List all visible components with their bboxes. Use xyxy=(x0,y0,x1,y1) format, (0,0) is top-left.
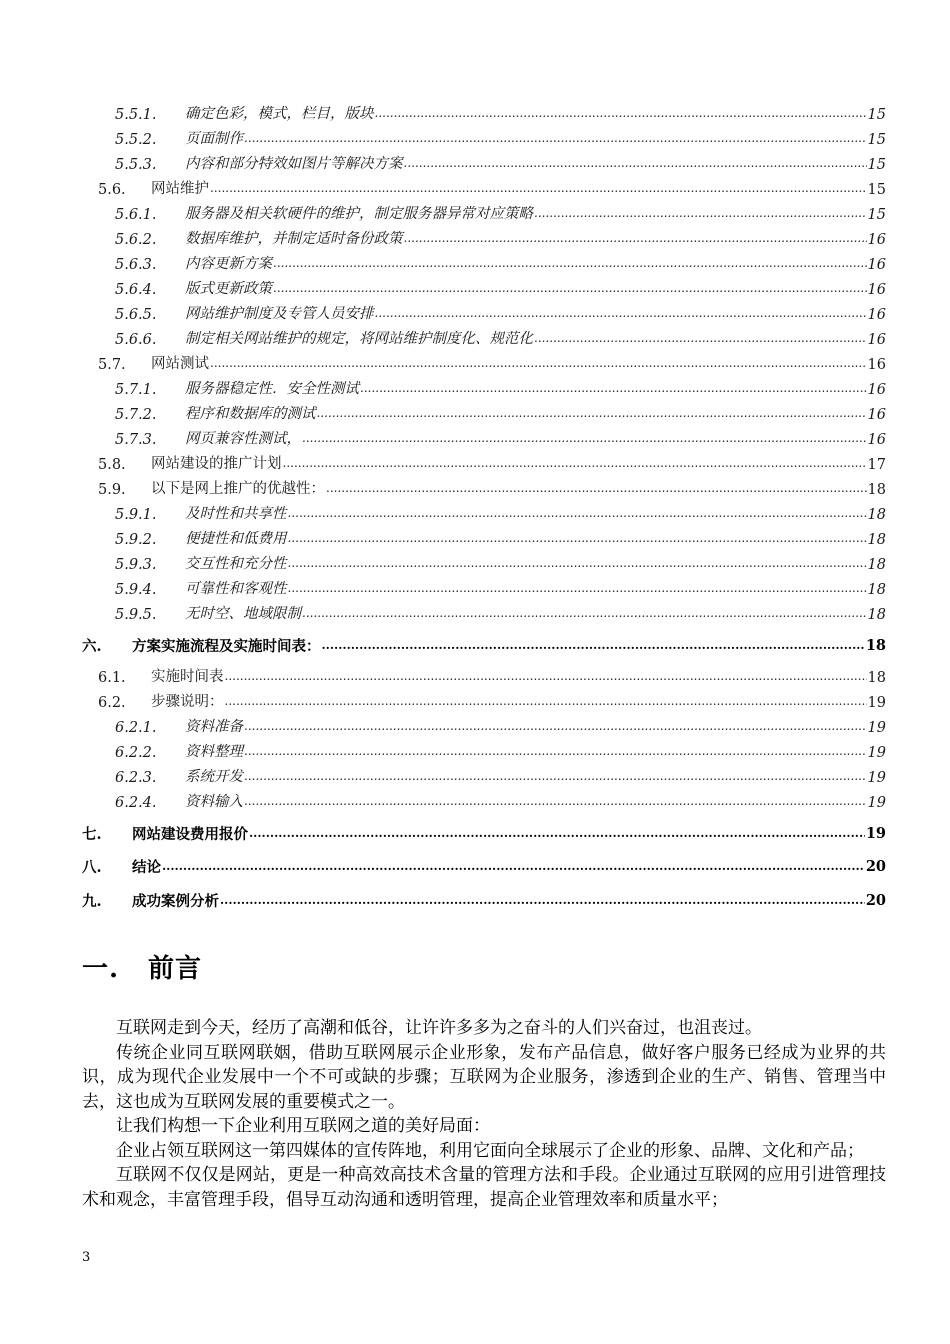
toc-entry[interactable] xyxy=(82,761,886,786)
toc-entry-page: 16 xyxy=(867,432,886,448)
toc-entry-title: 及时性和共享性 xyxy=(185,506,287,522)
toc-entry-title: 便捷性和低费用 xyxy=(185,531,287,547)
toc-entry[interactable] xyxy=(82,373,886,398)
paragraph: 传统企业同互联网联姻，借助互联网展示企业形象，发布产品信息，做好客户服务已经成为业界的共识，成为现代企业发展中一个不可或缺的步骤；互联网为企业服务，渗透到企业的生产、销售、管理当中去，这也成为互联网发展的重要模式之一。 xyxy=(82,1042,886,1112)
toc-entry-number: 5.7. xyxy=(98,357,126,373)
toc-leader-dots xyxy=(244,131,867,145)
toc-entry-number: 5.9.1. xyxy=(115,507,157,523)
toc-entry-number: 八. xyxy=(82,858,102,876)
table-of-contents xyxy=(82,98,886,917)
toc-entry-number: 5.6.2. xyxy=(115,232,157,248)
toc-entry[interactable] xyxy=(82,686,886,711)
toc-leader-dots xyxy=(210,356,867,370)
toc-entry-number: 5.7.2. xyxy=(115,407,157,423)
toc-entry-title: 服务器及相关软硬件的维护，制定服务器异常对应策略 xyxy=(185,206,533,222)
toc-entry-page: 16 xyxy=(867,357,886,373)
toc-entry-title: 确定色彩，模式，栏目，版块 xyxy=(185,106,374,122)
toc-entry[interactable] xyxy=(82,298,886,323)
toc-entry-page: 18 xyxy=(867,557,886,573)
paragraph: 让我们构想一下企业利用互联网之道的美好局面： xyxy=(116,1116,490,1136)
toc-entry[interactable] xyxy=(82,348,886,373)
toc-entry-title: 网站维护 xyxy=(151,181,209,197)
toc-entry[interactable] xyxy=(82,148,886,173)
toc-leader-dots xyxy=(360,381,867,395)
toc-entry-number: 5.8. xyxy=(98,457,126,473)
toc-entry-title: 结论 xyxy=(132,858,161,876)
toc-entry-number: 5.9.5. xyxy=(115,607,157,623)
toc-entry-page: 17 xyxy=(867,457,886,473)
toc-entry-title: 网站建设费用报价 xyxy=(132,825,248,843)
toc-leader-dots xyxy=(404,231,867,245)
toc-leader-dots xyxy=(317,406,867,420)
toc-entry-title: 制定相关网站维护的规定，将网站维护制度化、规范化 xyxy=(185,331,533,347)
toc-entry[interactable] xyxy=(82,198,886,223)
paragraph: 企业占领互联网这一第四媒体的宣传阵地，利用它面向全球展示了企业的形象、品牌、文化和产品； xyxy=(116,1140,864,1161)
toc-entry-page: 15 xyxy=(867,132,886,148)
toc-entry-number: 5.7.1. xyxy=(115,382,157,398)
toc-entry[interactable] xyxy=(82,398,886,423)
toc-entry[interactable] xyxy=(82,548,886,573)
toc-entry[interactable] xyxy=(82,661,886,686)
toc-entry-number: 5.6.3. xyxy=(115,257,157,273)
toc-entry-number: 5.9. xyxy=(98,482,126,498)
toc-entry-number: 5.5.2. xyxy=(115,132,157,148)
toc-entry-page: 19 xyxy=(865,824,886,842)
toc-entry-page: 16 xyxy=(867,232,886,248)
toc-leader-dots xyxy=(225,669,867,683)
toc-entry-page: 18 xyxy=(867,507,886,523)
toc-entry-page: 19 xyxy=(867,795,886,811)
toc-entry-number: 5.9.2. xyxy=(115,532,157,548)
toc-entry-number: 七. xyxy=(82,825,102,843)
toc-entry-number: 6.2.1. xyxy=(115,720,157,736)
toc-entry-number: 5.6. xyxy=(98,182,126,198)
toc-entry-number: 九. xyxy=(82,892,102,910)
toc-entry-title: 网站建设的推广计划 xyxy=(151,456,282,472)
toc-leader-dots xyxy=(283,456,867,470)
toc-entry-number: 5.5.3. xyxy=(115,157,157,173)
toc-entry-number: 6.1. xyxy=(98,670,126,686)
toc-entry-title: 方案实施流程及实施时间表： xyxy=(132,637,321,655)
toc-entry-page: 15 xyxy=(867,207,886,223)
section-title: 前言 xyxy=(148,954,203,984)
toc-entry-page: 19 xyxy=(867,695,886,711)
toc-entry[interactable] xyxy=(82,523,886,548)
toc-entry[interactable] xyxy=(82,323,886,348)
toc-entry-title: 可靠性和客观性 xyxy=(185,581,287,597)
toc-leader-dots xyxy=(302,431,867,445)
toc-entry-page: 16 xyxy=(867,332,886,348)
toc-entry-title: 资料输入 xyxy=(185,794,243,810)
toc-entry-page: 18 xyxy=(867,607,886,623)
toc-leader-dots xyxy=(225,694,867,708)
toc-entry-number: 6.2.4. xyxy=(115,795,157,811)
toc-leader-dots xyxy=(375,306,867,320)
toc-entry-title: 网站维护制度及专管人员安排 xyxy=(185,306,374,322)
toc-leader-dots xyxy=(210,181,867,195)
toc-entry[interactable] xyxy=(82,817,886,849)
toc-entry[interactable] xyxy=(82,883,886,917)
toc-leader-dots xyxy=(220,893,865,907)
toc-entry-page: 18 xyxy=(867,532,886,548)
toc-entry[interactable] xyxy=(82,629,886,661)
toc-entry-title: 内容和部分特效如图片等解决方案 xyxy=(185,156,403,172)
toc-leader-dots xyxy=(273,281,867,295)
toc-leader-dots xyxy=(326,481,867,495)
toc-entry-page: 20 xyxy=(865,891,886,909)
toc-entry-page: 16 xyxy=(867,282,886,298)
body-text xyxy=(82,1016,886,1212)
toc-leader-dots xyxy=(288,531,867,545)
toc-entry-page: 19 xyxy=(867,745,886,761)
toc-entry-number: 5.7.3. xyxy=(115,432,157,448)
toc-entry[interactable] xyxy=(82,498,886,523)
toc-leader-dots xyxy=(244,744,867,758)
toc-entry-number: 6.2.2. xyxy=(115,745,157,761)
toc-leader-dots xyxy=(322,638,865,652)
toc-entry-title: 数据库维护，并制定适时备份政策 xyxy=(185,231,403,247)
toc-leader-dots xyxy=(273,256,867,270)
toc-leader-dots xyxy=(375,106,867,120)
toc-entry-title: 交互性和充分性 xyxy=(185,556,287,572)
toc-entry-number: 5.6.4. xyxy=(115,282,157,298)
toc-entry-number: 6.2. xyxy=(98,695,126,711)
toc-entry[interactable] xyxy=(82,98,886,123)
toc-leader-dots xyxy=(162,859,865,873)
toc-entry[interactable] xyxy=(82,248,886,273)
toc-entry-page: 16 xyxy=(867,407,886,423)
toc-entry-page: 18 xyxy=(867,582,886,598)
toc-entry-page: 19 xyxy=(867,770,886,786)
paragraph: 互联网不仅仅是网站，更是一种高效高技术含量的管理方法和手段。企业通过互联网的应用引进管理技术和观念，丰富管理手段，倡导互动沟通和透明管理，提高企业管理效率和质量水平； xyxy=(82,1165,886,1210)
toc-leader-dots xyxy=(244,794,867,808)
toc-leader-dots xyxy=(404,156,867,170)
toc-entry-title: 资料准备 xyxy=(185,719,243,735)
toc-entry-title: 内容更新方案 xyxy=(185,256,272,272)
paragraph: 互联网走到今天，经历了高潮和低谷，让许许多多为之奋斗的人们兴奋过，也沮丧过。 xyxy=(116,1018,762,1038)
toc-entry-title: 版式更新政策 xyxy=(185,281,272,297)
toc-entry[interactable] xyxy=(82,736,886,761)
toc-entry-number: 5.9.3. xyxy=(115,557,157,573)
toc-entry-page: 16 xyxy=(867,257,886,273)
toc-entry-number: 5.5.1. xyxy=(115,107,157,123)
toc-entry[interactable] xyxy=(82,573,886,598)
toc-entry-page: 15 xyxy=(867,157,886,173)
toc-leader-dots xyxy=(534,206,867,220)
toc-entry-page: 18 xyxy=(867,670,886,686)
toc-leader-dots xyxy=(249,826,865,840)
toc-entry[interactable] xyxy=(82,849,886,883)
toc-leader-dots xyxy=(302,606,867,620)
toc-entry[interactable] xyxy=(82,711,886,736)
toc-entry-page: 18 xyxy=(865,636,886,654)
toc-entry-page: 16 xyxy=(867,382,886,398)
toc-entry-number: 6.2.3. xyxy=(115,770,157,786)
toc-entry[interactable] xyxy=(82,273,886,298)
toc-entry-title: 系统开发 xyxy=(185,769,243,785)
toc-entry-page: 20 xyxy=(865,857,886,875)
toc-entry[interactable] xyxy=(82,173,886,198)
toc-entry-page: 15 xyxy=(867,182,886,198)
section-number: 一. xyxy=(82,954,120,984)
toc-entry-title: 程序和数据库的测试 xyxy=(185,406,316,422)
toc-entry-page: 16 xyxy=(867,307,886,323)
toc-entry-title: 以下是网上推广的优越性： xyxy=(151,481,325,497)
toc-entry[interactable] xyxy=(82,786,886,811)
toc-entry[interactable] xyxy=(82,448,886,473)
toc-entry-number: 六. xyxy=(82,637,102,655)
toc-entry-number: 5.6.1. xyxy=(115,207,157,223)
toc-entry-title: 页面制作 xyxy=(185,131,243,147)
toc-leader-dots xyxy=(288,581,867,595)
toc-entry-page: 15 xyxy=(867,107,886,123)
toc-entry-title: 网站测试 xyxy=(151,356,209,372)
toc-entry[interactable] xyxy=(82,223,886,248)
toc-entry-title: 无时空、地域限制 xyxy=(185,606,301,622)
toc-entry-title: 实施时间表 xyxy=(151,669,224,685)
toc-leader-dots xyxy=(244,769,867,783)
toc-entry-page: 18 xyxy=(867,482,886,498)
toc-entry[interactable] xyxy=(82,123,886,148)
toc-entry-title: 资料整理 xyxy=(185,744,243,760)
toc-leader-dots xyxy=(288,506,867,520)
toc-entry-title: 步骤说明： xyxy=(151,694,224,710)
toc-entry-number: 5.6.6. xyxy=(115,332,157,348)
toc-entry[interactable] xyxy=(82,423,886,448)
toc-entry[interactable] xyxy=(82,473,886,498)
page-number: 3 xyxy=(82,1250,91,1265)
section-heading xyxy=(82,948,202,985)
toc-entry-title: 网页兼容性测试， xyxy=(185,431,301,447)
toc-entry-title: 服务器稳定性．安全性测试 xyxy=(185,381,359,397)
toc-entry-title: 成功案例分析 xyxy=(132,892,219,910)
toc-entry-page: 19 xyxy=(867,720,886,736)
toc-entry[interactable] xyxy=(82,598,886,623)
toc-leader-dots xyxy=(288,556,867,570)
toc-leader-dots xyxy=(534,331,867,345)
toc-entry-number: 5.9.4. xyxy=(115,582,157,598)
toc-leader-dots xyxy=(244,719,867,733)
toc-entry-number: 5.6.5. xyxy=(115,307,157,323)
